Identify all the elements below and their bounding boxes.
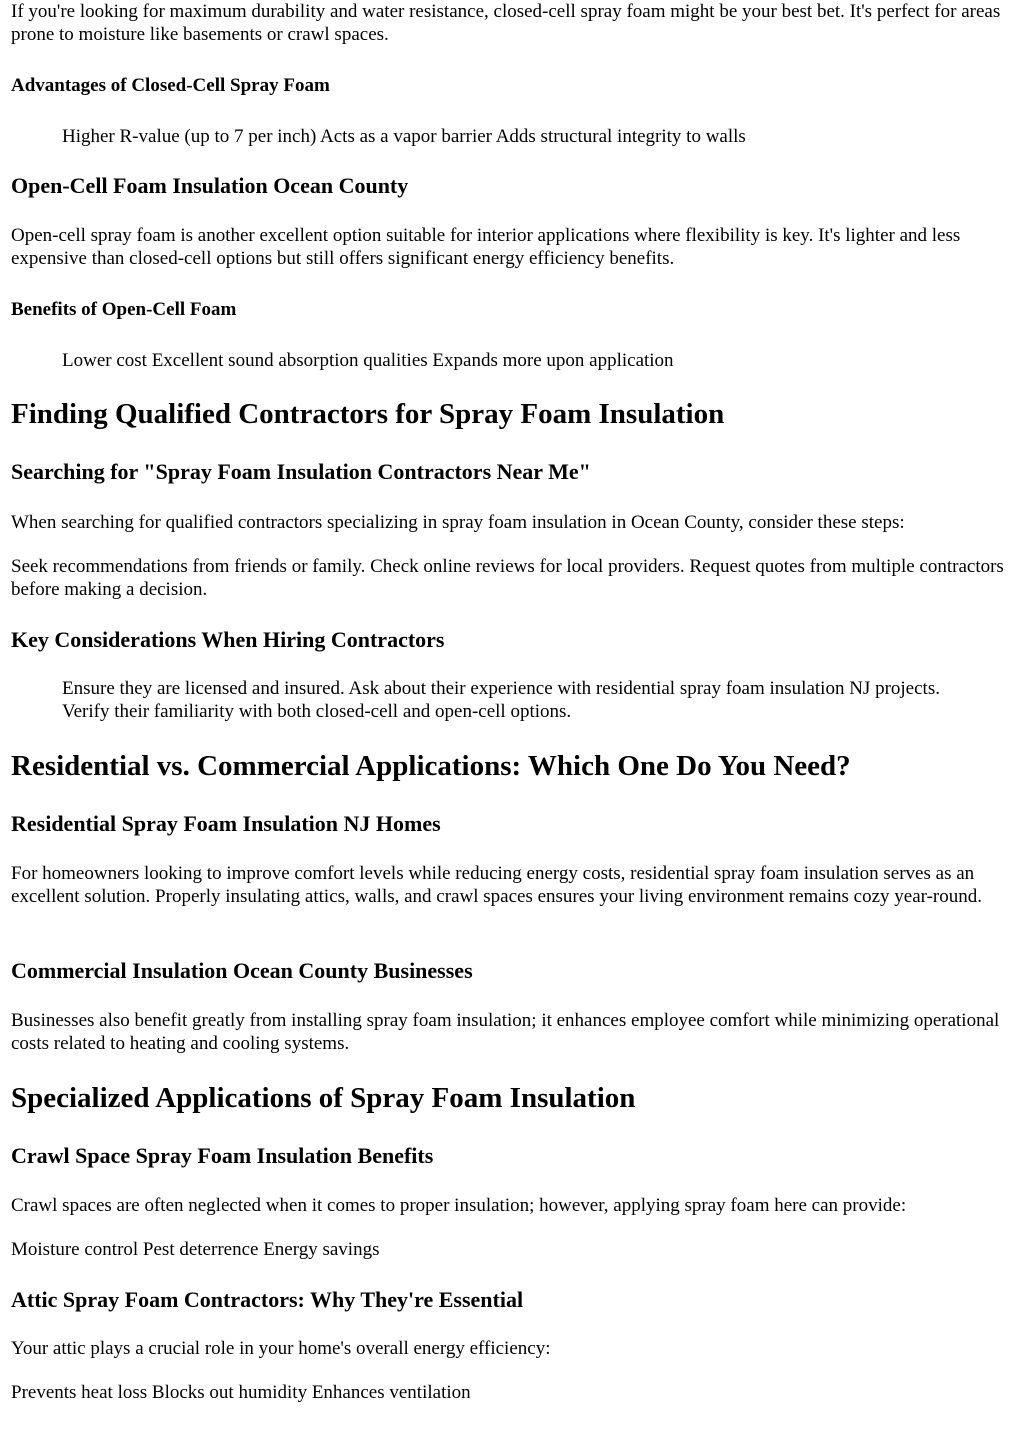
commercial-paragraph: Businesses also benefit greatly from installing spray foam insulation; it enhances employee comfort while minimizing operational costs related to heating and cooling systems.: [11, 1010, 1000, 1054]
searching-contractors-heading: Searching for "Spray Foam Insulation Contractors Near Me": [11, 459, 591, 484]
open-cell-paragraph: Open-cell spray foam is another excellent option suitable for interior applications where flexibility is key. It's lighter and less expensive than closed-cell options but still offers significant energy efficiency benefits.: [11, 225, 961, 269]
attic-paragraph: Your attic plays a crucial role in your home's overall energy efficiency:: [11, 1338, 551, 1359]
closed-cell-advantages-heading: Advantages of Closed-Cell Spray Foam: [11, 75, 330, 96]
crawl-space-paragraph: Crawl spaces are often neglected when it comes to proper insulation; however, applying spray foam here can provide:: [11, 1195, 907, 1216]
residential-heading: Residential Spray Foam Insulation NJ Homes: [11, 811, 441, 836]
searching-paragraph: When searching for qualified contractors specializing in spray foam insulation in Ocean County, consider these steps:: [11, 512, 905, 533]
key-considerations-list: Ensure they are licensed and insured. Ask about their experience with residential spray foam insulation NJ projects. Verify their familiarity with both closed-cell and open-cell options.: [62, 678, 940, 722]
commercial-heading: Commercial Insulation Ocean County Businesses: [11, 958, 473, 983]
attic-heading: Attic Spray Foam Contractors: Why They're Essential: [11, 1287, 524, 1312]
open-cell-benefits-list: Lower cost Excellent sound absorption qualities Expands more upon application: [62, 350, 674, 371]
finding-contractors-heading: Finding Qualified Contractors for Spray Foam Insulation: [11, 398, 725, 430]
closed-cell-advantages-list: Higher R-value (up to 7 per inch) Acts as a vapor barrier Adds structural integrity to walls: [62, 126, 746, 147]
crawl-space-heading: Crawl Space Spray Foam Insulation Benefits: [11, 1143, 434, 1168]
key-considerations-heading: Key Considerations When Hiring Contractors: [11, 627, 445, 652]
open-cell-benefits-heading: Benefits of Open-Cell Foam: [11, 299, 237, 320]
specialized-applications-heading: Specialized Applications of Spray Foam Insulation: [11, 1082, 636, 1114]
attic-benefits-list: Prevents heat loss Blocks out humidity Enhances ventilation: [11, 1382, 471, 1403]
residential-vs-commercial-heading: Residential vs. Commercial Applications: Which One Do You Need?: [11, 750, 851, 782]
open-cell-heading: Open-Cell Foam Insulation Ocean County: [11, 173, 409, 198]
residential-paragraph: For homeowners looking to improve comfort levels while reducing energy costs, residential spray foam insulation serves as an excellent solution. Properly insulating attics, walls, and crawl spaces ensures your living environment remains cozy year-round.: [11, 863, 982, 907]
crawl-space-benefits-list: Moisture control Pest deterrence Energy savings: [11, 1239, 380, 1260]
intro-paragraph: If you're looking for maximum durability and water resistance, closed-cell spray foam might be your best bet. It's perfect for areas prone to moisture like basements or crawl spaces.: [11, 1, 1001, 45]
searching-steps: Seek recommendations from friends or family. Check online reviews for local providers. Request quotes from multiple contractors before making a decision.: [11, 556, 1004, 600]
